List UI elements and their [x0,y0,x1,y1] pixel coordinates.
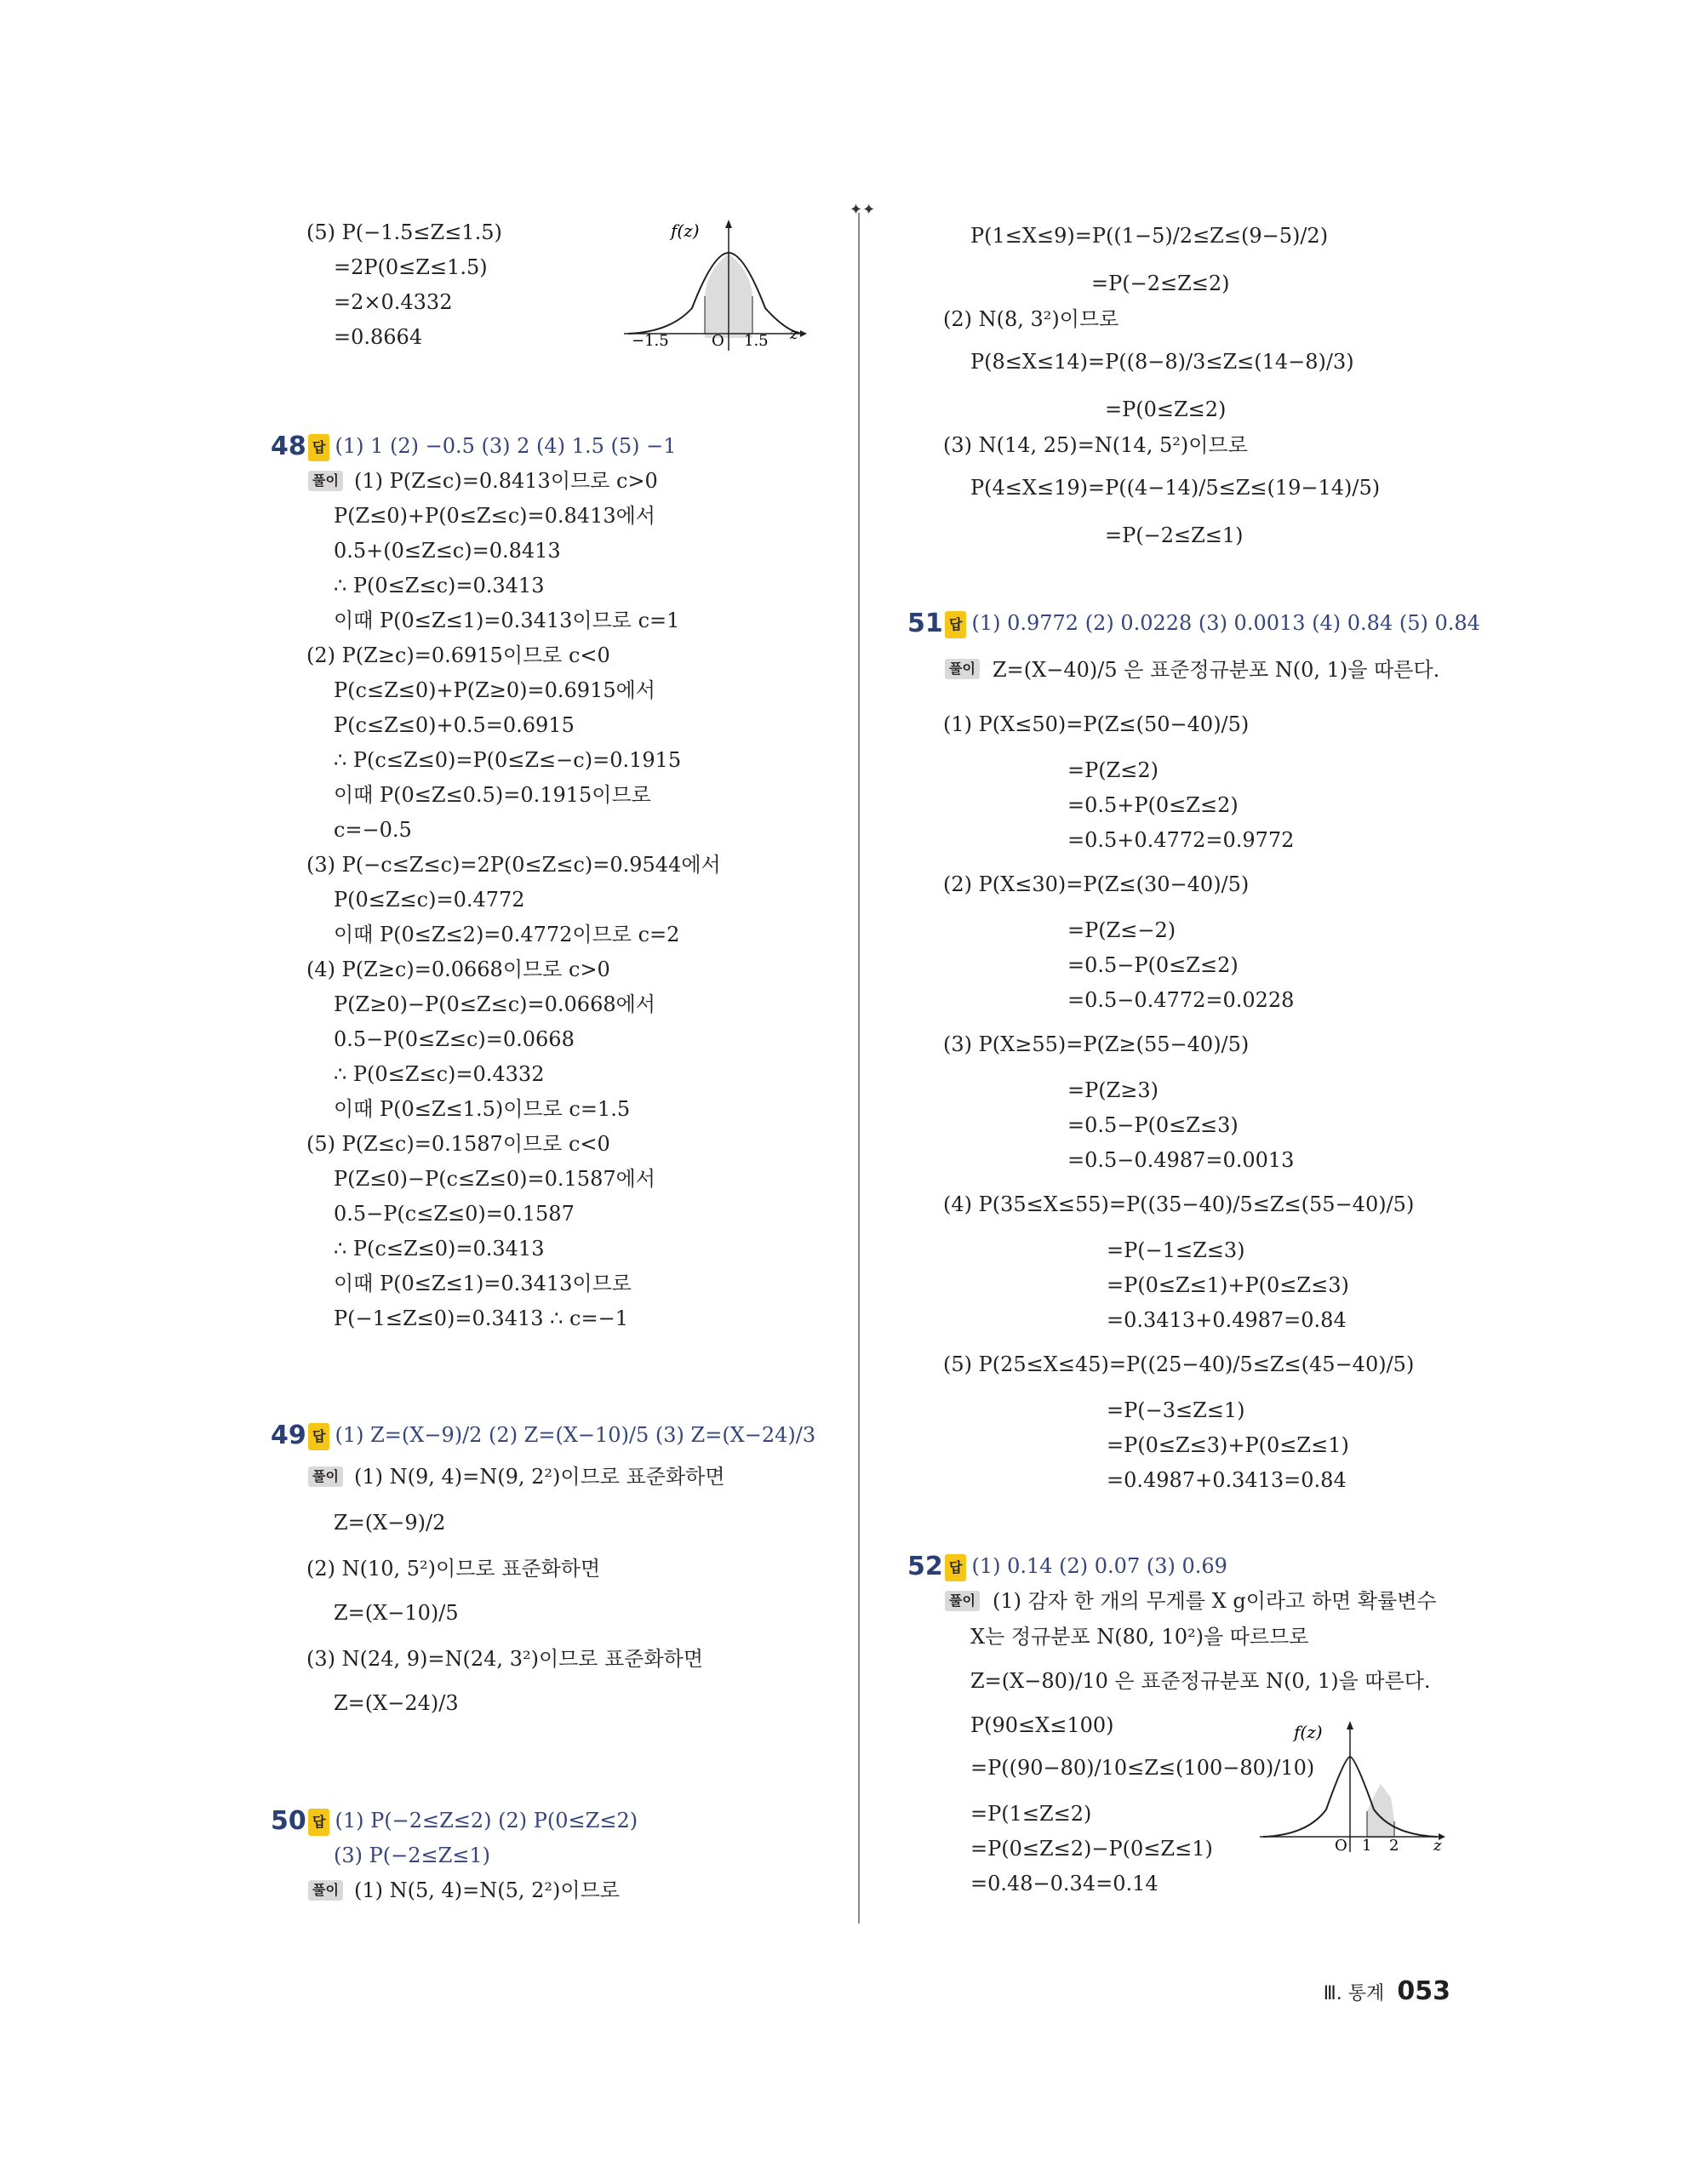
p49-line: Z=(X−9)/2 [334,1511,446,1535]
p50-cont-line: =P(0≤Z≤2) [1105,397,1227,421]
p51-line: =0.5−0.4772=0.0228 [1067,988,1295,1012]
p51-line: =P(−1≤Z≤3) [1107,1238,1245,1262]
p48-line: P(c≤Z≤0)+P(Z≥0)=0.6915에서 [334,678,655,702]
divider-ornament-icon: ✦✦ [850,201,876,219]
p52-line: =P(0≤Z≤2)−P(0≤Z≤1) [970,1837,1213,1861]
p50-cont-line: (2) N(8, 3²)이므로 [943,307,1119,331]
p52-line: (1) 감자 한 개의 무게를 X g이라고 하면 확률변수 [993,1589,1437,1613]
p48-line: 0.5−P(c≤Z≤0)=0.1587 [334,1202,575,1226]
p50-line: (1) N(5, 4)=N(5, 2²)이므로 [354,1878,620,1902]
p48-line: 이때 P(0≤Z≤1)=0.3413이므로 c=1 [334,609,680,632]
problem-50-answer-text: (1) P(−2≤Z≤2) (2) P(0≤Z≤2) [335,1809,638,1832]
p50-cont-line: P(8≤X≤14)=P((8−8)/3≤Z≤(14−8)/3) [970,350,1354,374]
p48-line: ∴ P(c≤Z≤0)=P(0≤Z≤−c)=0.1915 [334,748,682,772]
graph2-x-label: z [1433,1837,1442,1852]
p51-line: (1) P(X≤50)=P(Z≤(50−40)/5) [943,712,1250,736]
p51-line: =0.5−0.4987=0.0013 [1067,1148,1295,1172]
p50-cont-line: =P(−2≤Z≤2) [1091,272,1230,295]
p50-cont-line: P(4≤X≤19)=P((4−14)/5≤Z≤(19−14)/5) [970,476,1381,500]
problem-49-answer [308,1422,815,1450]
problem-51-number: 51 [907,609,943,638]
problem-52-number: 52 [907,1552,943,1581]
problem-48-number: 48 [271,432,306,461]
p49-line: (2) N(10, 5²)이므로 표준화하면 [306,1557,601,1581]
p48-line: (1) P(Z≤c)=0.8413이므로 c>0 [354,469,658,493]
p48-line: (2) P(Z≥c)=0.6915이므로 c<0 [306,643,610,667]
normal-curve-graph-1 [620,214,807,351]
problem-48-answer [308,433,676,461]
p49-line: (3) N(24, 9)=N(24, 3²)이므로 표준화하면 [306,1647,704,1671]
p47-line-2: =2P(0≤Z≤1.5) [334,255,488,279]
p49-line: Z=(X−24)/3 [334,1691,459,1715]
p48-line: c=−0.5 [334,818,412,842]
p49-line: (1) N(9, 4)=N(9, 2²)이므로 표준화하면 [354,1465,725,1489]
graph1-tick-pos: 1.5 [744,332,769,350]
solution-badge: 풀이 [308,1880,343,1901]
problem-49-number: 49 [271,1421,306,1450]
p51-line: =0.5+0.4772=0.9772 [1067,828,1295,852]
graph1-tick-neg: −1.5 [632,332,669,350]
p47-line-1: (5) P(−1.5≤Z≤1.5) [306,220,502,244]
problem-50-answer-line-2: (3) P(−2≤Z≤1) [334,1844,491,1867]
problem-50-number: 50 [271,1806,306,1836]
p51-line: =P(0≤Z≤3)+P(0≤Z≤1) [1107,1433,1349,1457]
problem-50-answer [308,1808,638,1836]
p47-line-3: =2×0.4332 [334,290,453,314]
p48-line: ∴ P(c≤Z≤0)=0.3413 [334,1237,545,1261]
p51-intro: Z=(X−40)/5 은 표준정규분포 N(0, 1)을 따른다. [993,658,1440,682]
page-footer [1324,1976,1450,2006]
p52-line: =P(1≤Z≤2) [970,1802,1092,1826]
p52-line: X는 정규분포 N(80, 10²)을 따르므로 [970,1625,1309,1649]
p49-line: Z=(X−10)/5 [334,1601,459,1625]
graph1-x-label: z [790,325,798,343]
p51-line: =0.5−P(0≤Z≤2) [1067,953,1239,977]
answer-badge: 답 [945,1554,966,1581]
p48-line: ∴ P(0≤Z≤c)=0.3413 [334,574,545,597]
solution-badge: 풀이 [308,1466,343,1487]
p48-line: (3) P(−c≤Z≤c)=2P(0≤Z≤c)=0.9544에서 [306,853,721,877]
p51-line: (3) P(X≥55)=P(Z≥(55−40)/5) [943,1032,1250,1056]
p48-line: P(Z≤0)+P(0≤Z≤c)=0.8413에서 [334,504,655,528]
graph1-tick-origin: O [712,332,724,350]
p48-line: 이때 P(0≤Z≤1.5)이므로 c=1.5 [334,1097,631,1121]
graph2-tick-1: 1 [1362,1837,1372,1852]
problem-49-answer-text: (1) Z=(X−9)/2 (2) Z=(X−10)/5 (3) Z=(X−24)/3 [335,1423,816,1447]
p52-line: =0.48−0.34=0.14 [970,1872,1159,1895]
section-label: Ⅲ. 통계 [1323,1983,1385,2004]
solution-badge: 풀이 [308,471,343,491]
p51-line: =0.4987+0.3413=0.84 [1107,1468,1347,1492]
p48-line: 0.5−P(0≤Z≤c)=0.0668 [334,1027,575,1051]
p48-line: 이때 P(0≤Z≤2)=0.4772이므로 c=2 [334,923,680,946]
p48-line: ∴ P(0≤Z≤c)=0.4332 [334,1062,545,1086]
p51-line: =P(−3≤Z≤1) [1107,1398,1245,1422]
p48-line: P(c≤Z≤0)+0.5=0.6915 [334,713,575,737]
p51-line: =0.3413+0.4987=0.84 [1107,1308,1347,1332]
p48-line: P(Z≤0)−P(c≤Z≤0)=0.1587에서 [334,1167,655,1191]
p50-cont-line: (3) N(14, 25)=N(14, 5²)이므로 [943,433,1248,457]
p48-line: P(Z≥0)−P(0≤Z≤c)=0.0668에서 [334,992,655,1016]
page-number: 053 [1397,1976,1450,2006]
graph1-y-label: f(z) [671,220,700,241]
problem-52-answer-text: (1) 0.14 (2) 0.07 (3) 0.69 [971,1554,1227,1578]
column-divider [858,213,860,1924]
answer-badge: 답 [308,1809,329,1836]
p48-line: 이때 P(0≤Z≤0.5)=0.1915이므로 [334,783,651,807]
p51-line: =P(Z≤−2) [1067,918,1176,942]
p48-line: (5) P(Z≤c)=0.1587이므로 c<0 [306,1132,610,1156]
answer-badge: 답 [308,1423,329,1450]
p51-line: (4) P(35≤X≤55)=P((35−40)/5≤Z≤(55−40)/5) [943,1192,1415,1216]
p51-line: =P(Z≤2) [1067,758,1159,782]
solution-badge: 풀이 [945,1591,980,1611]
p48-line: P(0≤Z≤c)=0.4772 [334,888,525,912]
graph2-y-label: f(z) [1294,1722,1323,1742]
graph2-tick-origin: O [1335,1837,1347,1852]
p47-line-4: =0.8664 [334,325,423,349]
p51-line: =P(Z≥3) [1067,1078,1159,1102]
p48-line: (4) P(Z≥c)=0.0668이므로 c>0 [306,958,610,981]
p48-line: 이때 P(0≤Z≤1)=0.3413이므로 [334,1272,632,1295]
p50-cont-line: P(1≤X≤9)=P((1−5)/2≤Z≤(9−5)/2) [970,224,1329,248]
answer-badge: 답 [308,434,329,461]
solution-badge: 풀이 [945,659,980,679]
problem-52-answer [945,1553,1227,1581]
graph2-tick-2: 2 [1389,1837,1399,1852]
answer-badge: 답 [945,611,966,638]
problem-51-answer [945,610,1480,638]
p51-line: =0.5−P(0≤Z≤3) [1067,1113,1239,1137]
normal-curve-graph-2 [1256,1716,1449,1852]
p51-line: (2) P(X≤30)=P(Z≤(30−40)/5) [943,872,1250,896]
problem-48-answer-text: (1) 1 (2) −0.5 (3) 2 (4) 1.5 (5) −1 [335,434,677,458]
p48-line: 0.5+(0≤Z≤c)=0.8413 [334,539,561,563]
p50-cont-line: =P(−2≤Z≤1) [1105,523,1244,547]
problem-51-answer-text: (1) 0.9772 (2) 0.0228 (3) 0.0013 (4) 0.84 (5) 0.84 [971,611,1480,635]
p52-line: =P((90−80)/10≤Z≤(100−80)/10) [970,1756,1315,1780]
p51-line: (5) P(25≤X≤45)=P((25−40)/5≤Z≤(45−40)/5) [943,1352,1415,1376]
p48-line: P(−1≤Z≤0)=0.3413 ∴ c=−1 [334,1306,628,1330]
p52-line: Z=(X−80)/10 은 표준정규분포 N(0, 1)을 따른다. [970,1669,1431,1693]
p52-line: P(90≤X≤100) [970,1713,1114,1737]
p51-line: =P(0≤Z≤1)+P(0≤Z≤3) [1107,1273,1349,1297]
p51-line: =0.5+P(0≤Z≤2) [1067,793,1239,817]
